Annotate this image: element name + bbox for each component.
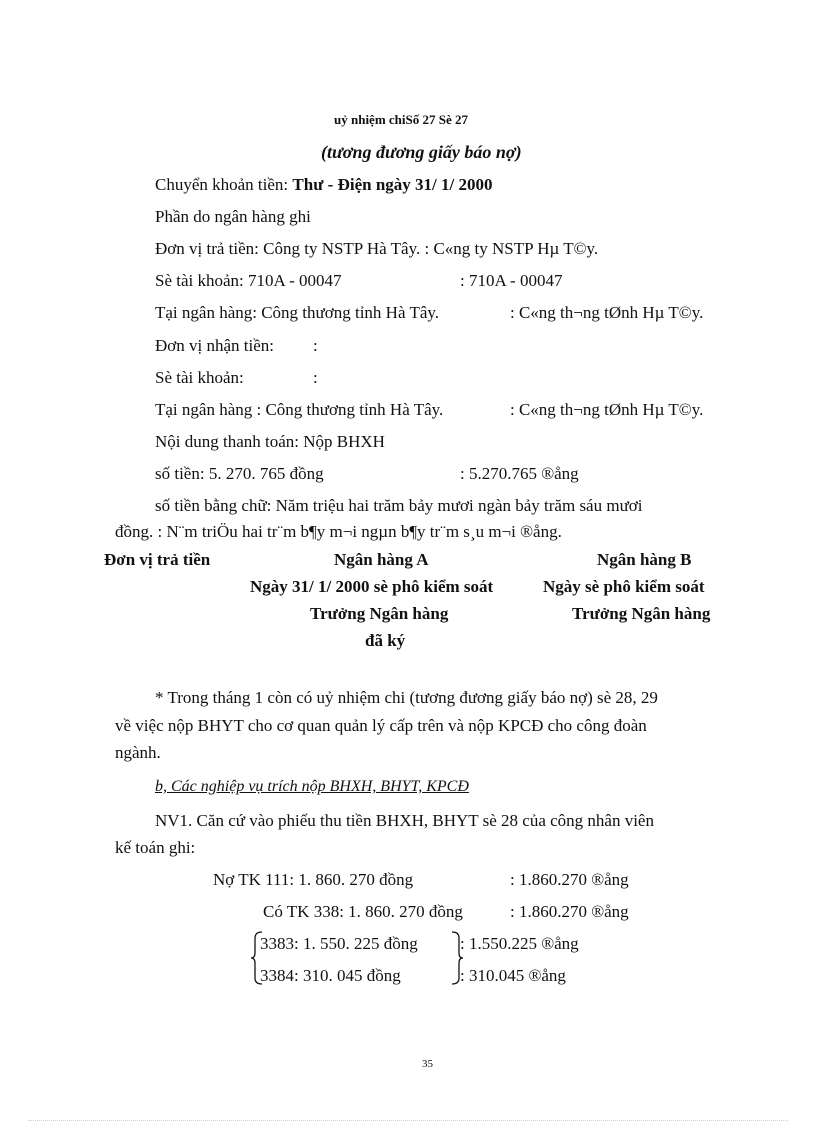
account-line: Sè tài khoản: 710A - 00047	[155, 271, 342, 290]
entry-3383-alt: : 1.550.225 ®ång	[460, 934, 579, 953]
sig-head-b: Trưởng Ngân hàng	[572, 604, 711, 623]
payee-account-line: Sè tài khoản:	[155, 368, 244, 387]
sig-head-a: Trưởng Ngân hàng	[310, 604, 449, 623]
payer-line: Đơn vị trả tiền: Công ty NSTP Hà Tây. : C«ng ty NSTP Hµ T©y.	[155, 239, 599, 258]
amount-line-alt: : 5.270.765 ®ång	[460, 464, 579, 483]
entry-credit: Có TK 338: 1. 860. 270 đồng	[263, 902, 463, 921]
note-line-2: về việc nộp BHYT cho cơ quan quản lý cấp trên và nộp KPCĐ cho công đoàn	[115, 716, 647, 735]
section-heading: b, Các nghiệp vụ trích nộp BHXH, BHYT, KPCĐ	[155, 778, 469, 795]
payee-line: Đơn vị nhận tiền:	[155, 336, 274, 355]
transfer-label: Chuyển khoản tiền:	[155, 175, 293, 194]
payee-account-alt: :	[313, 368, 318, 387]
entry-debit: Nợ TK 111: 1. 860. 270 đồng	[213, 870, 414, 889]
nv1-line-1: NV1. Căn cứ vào phiếu thu tiền BHXH, BHYT sè 28 của công nhân viên	[155, 811, 654, 830]
payee-bank-alt: : C«ng th¬ng tØnh Hµ T©y.	[510, 400, 704, 419]
transfer-value: Thư - Điện ngày 31/ 1/ 2000	[292, 175, 493, 194]
page-number: 35	[422, 1058, 433, 1070]
sig-bank-b: Ngân hàng B	[597, 550, 692, 569]
note-line-1: * Trong tháng 1 còn có uỷ nhiệm chi (tương đương giấy báo nợ) sè 28, 29	[155, 688, 658, 707]
account-line-alt: : 710A - 00047	[460, 271, 563, 290]
entry-3384: 3384: 310. 045 đồng	[260, 966, 401, 985]
amount-words-line: số tiền bằng chữ: Năm triệu hai trăm bảy mươi ngàn bảy trăm sáu mươi	[155, 496, 643, 515]
entry-credit-alt: : 1.860.270 ®ång	[510, 902, 629, 921]
payee-bank-line: Tại ngân hàng : Công thương tỉnh Hà Tây.	[155, 400, 444, 419]
bank-record-line: Phần do ngân hàng ghi	[155, 207, 311, 226]
note-line-3: ngành.	[115, 743, 161, 762]
sig-payer: Đơn vị trả tiền	[104, 550, 211, 569]
transfer-line	[155, 175, 492, 195]
bank-line-alt: : C«ng th¬ng tØnh Hµ T©y.	[510, 303, 704, 322]
page-bottom-divider	[28, 1120, 788, 1121]
payee-line-alt: :	[313, 336, 318, 355]
document-title: uỷ nhiệm chiSố 27 Sè 27	[334, 112, 468, 127]
entry-3384-alt: : 310.045 ®ång	[460, 966, 566, 985]
bank-line: Tại ngân hàng: Công thương tỉnh Hà Tây.	[155, 303, 440, 322]
nv1-line-2: kế toán ghi:	[115, 838, 196, 857]
amount-words-line-2: đồng. : N¨m triÖu hai tr¨m b¶y m¬i ngµn b¶y tr¨m s¸u m¬i ®ång.	[115, 522, 562, 541]
entry-3383: 3383: 1. 550. 225 đồng	[260, 934, 418, 953]
amount-line: số tiền: 5. 270. 765 đồng	[155, 464, 324, 483]
sig-bank-a: Ngân hàng A	[334, 550, 429, 569]
entry-debit-alt: : 1.860.270 ®ång	[510, 870, 629, 889]
payment-content-line: Nội dung thanh toán: Nộp BHXH	[155, 432, 385, 451]
sig-signed: đã ký	[365, 631, 406, 650]
sig-date-b: Ngày sè phô kiểm soát	[543, 577, 705, 596]
document-subtitle: (tương đương giấy báo nợ)	[321, 142, 522, 162]
sig-date-a: Ngày 31/ 1/ 2000 sè phô kiểm soát	[250, 577, 494, 596]
